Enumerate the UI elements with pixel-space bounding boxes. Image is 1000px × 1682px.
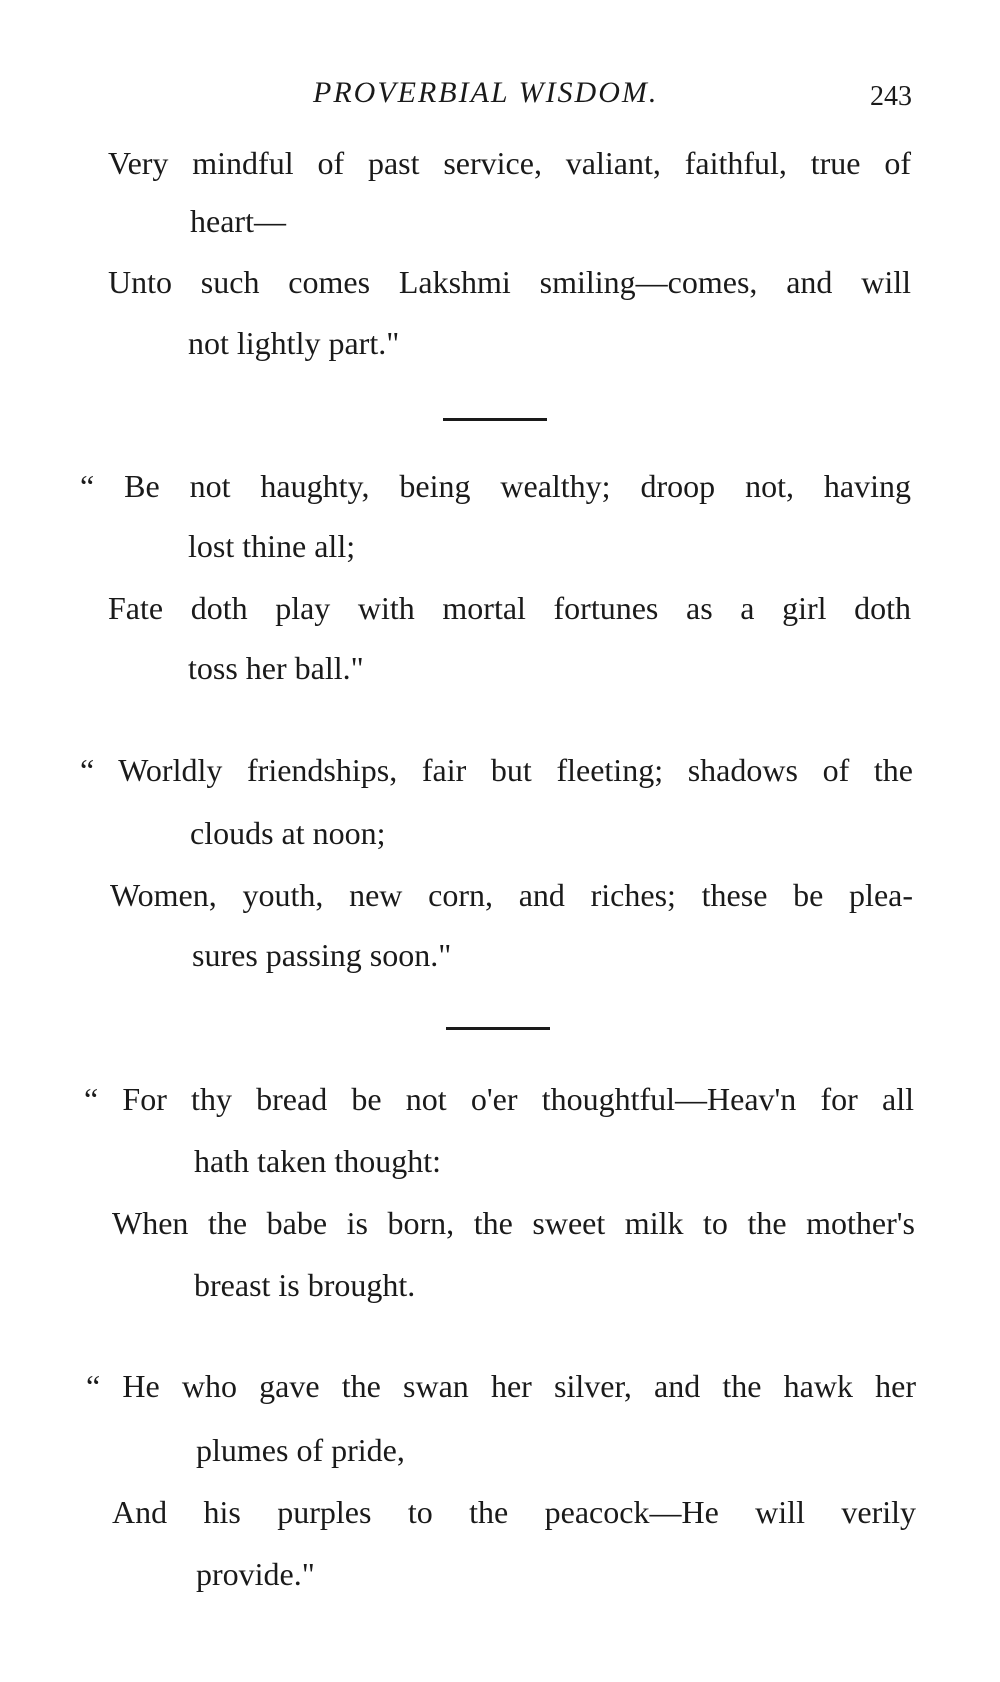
verse-line: plumes of pride, bbox=[196, 1432, 405, 1468]
verse-line: hath taken thought: bbox=[194, 1143, 442, 1179]
verse-line: “ Be not haughty, being wealthy; droop not, having bbox=[80, 468, 911, 504]
verse-line: not lightly part." bbox=[188, 325, 400, 361]
verse-line: Fate doth play with mortal fortunes as a girl doth bbox=[108, 590, 911, 626]
verse-line: When the babe is born, the sweet milk to the mother's bbox=[112, 1205, 915, 1241]
verse-line: “ For thy bread be not o'er thoughtful—Heav'n for all bbox=[84, 1081, 914, 1117]
page-header bbox=[0, 76, 1000, 116]
running-title: PROVERBIAL WISDOM. bbox=[313, 76, 659, 109]
verse-line: clouds at noon; bbox=[190, 815, 386, 851]
verse-line: breast is brought. bbox=[194, 1267, 416, 1303]
verse-line: lost thine all; bbox=[188, 528, 356, 564]
verse-line: sures passing soon." bbox=[192, 937, 452, 973]
verse-line: Unto such comes Lakshmi smiling—comes, and will bbox=[108, 264, 911, 300]
section-divider bbox=[446, 1027, 550, 1030]
page-number: 243 bbox=[870, 81, 912, 112]
verse-line: Very mindful of past service, valiant, faithful, true of bbox=[108, 145, 911, 181]
verse-line: heart— bbox=[190, 203, 286, 239]
verse-line: toss her ball." bbox=[188, 650, 364, 686]
verse-line: provide." bbox=[196, 1556, 315, 1592]
section-divider bbox=[443, 418, 547, 421]
verse-line: And his purples to the peacock—He will verily bbox=[112, 1494, 916, 1530]
verse-line: “ He who gave the swan her silver, and the hawk her bbox=[86, 1368, 916, 1404]
verse-line: Women, youth, new corn, and riches; these be plea- bbox=[110, 877, 913, 913]
verse-line: “ Worldly friendships, fair but fleeting; shadows of the bbox=[80, 752, 913, 788]
